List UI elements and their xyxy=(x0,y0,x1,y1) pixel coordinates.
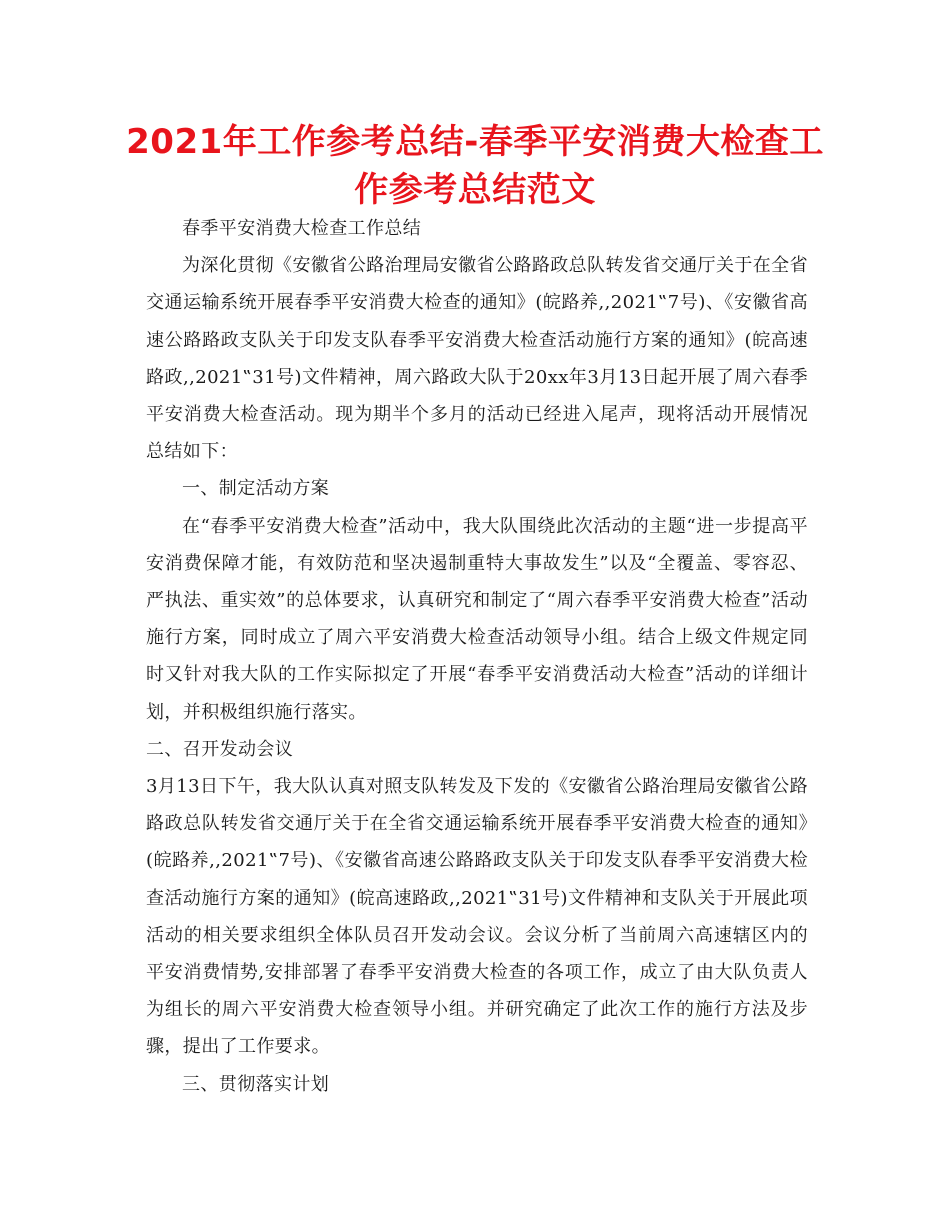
document-body xyxy=(146,210,808,1103)
subtitle-paragraph: 春季平安消费大检查工作总结 xyxy=(182,218,422,239)
section-heading-3: 三、贯彻落实计划 xyxy=(182,1073,330,1095)
section-heading-2: 二、召开发动会议 xyxy=(146,738,294,760)
section-2-paragraph: 3月13日下午，我大队认真对照支队转发及下发的《安徽省公路治理局安徽省公路路政总队转发省交通厅关于在全省交通运输系统开展春季平安消费大检查的通知》(皖路养,,2021‟7号)、《安徽省高速公路路政支队关于印发支队春季平安消费大检查活动施行方案的通知》(皖高速路政,,2021‟31号)文件精神和支队关于开展此项活动的相关要求组织全体队员召开发动会议。会议分析了当前周六高速辖区内的平安消费情势,安排部署了春季平安消费大检查的各项工作，成立了由大队负责人为组长的周六平安消费大检查领导小组。并研究确定了此次工作的施行方法及步骤，提出了工作要求。 xyxy=(146,776,808,1058)
document-title: 2021年工作参考总结-春季平安消费大检查工作参考总结范文 xyxy=(126,122,824,210)
intro-paragraph: 为深化贯彻《安徽省公路治理局安徽省公路路政总队转发省交通厅关于在全省交通运输系统开展春季平安消费大检查的通知》(皖路养,,2021‟7号)、《安徽省高速公路路政支队关于印发支队春季平安消费大检查活动施行方案的通知》(皖高速路政,,2021‟31号)文件精神，周六路政大队于20xx年3月13日起开展了周六春季平安消费大检查活动。现为期半个多月的活动已经进入尾声，现将活动开展情况总结如下： xyxy=(146,255,808,463)
section-1-paragraph: 在“春季平安消费大检查”活动中，我大队围绕此次活动的主题“进一步提高平安消费保障才能，有效防范和坚决遏制重特大事故发生”以及“全覆盖、零容忍、严执法、重实效”的总体要求，认真研究和制定了“周六春季平安消费大检查”活动施行方案，同时成立了周六平安消费大检查活动领导小组。结合上级文件规定同时又针对我大队的工作实际拟定了开展“春季平安消费活动大检查”活动的详细计划，并积极组织施行落实。 xyxy=(146,515,808,723)
section-heading-1: 一、制定活动方案 xyxy=(182,478,330,500)
